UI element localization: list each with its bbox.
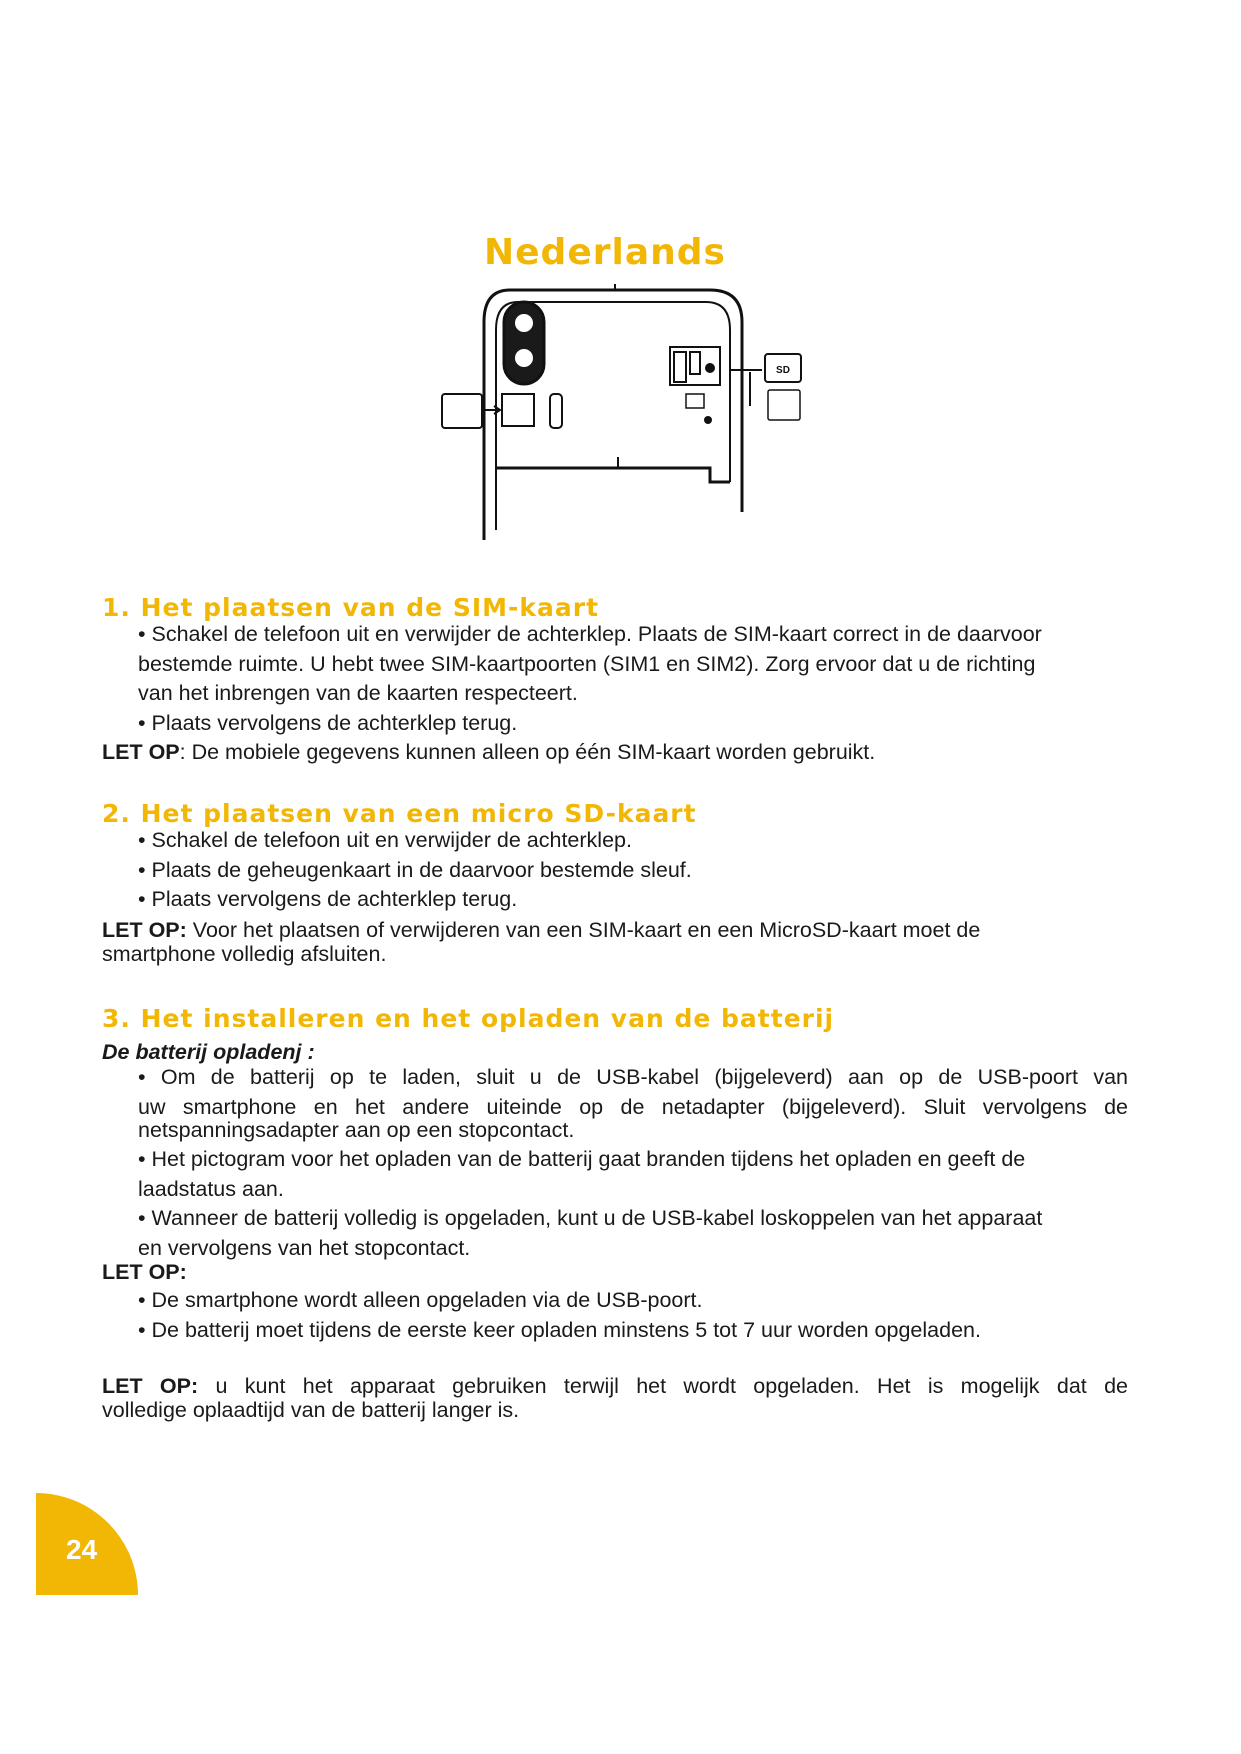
section3-bullet3-line2: en vervolgens van het stopcontact. xyxy=(138,1235,471,1260)
section3-heading: 3. Het installeren en het opladen van de batterij xyxy=(102,1004,835,1033)
section3-subheading: De batterij opladenj : xyxy=(102,1040,315,1064)
section3-note-bullet2: • De batterij moet tijdens de eerste keer opladen minstens 5 tot 7 uur worden opgeladen. xyxy=(138,1317,981,1342)
section3-bullet2-line2: laadstatus aan. xyxy=(138,1176,284,1201)
section3-final-note-line1 xyxy=(102,1374,1128,1398)
section2-bullet3: • Plaats vervolgens de achterklep terug. xyxy=(138,887,518,911)
section3-note-label: LET OP: xyxy=(102,1260,187,1284)
section3-final-note-line2: volledige oplaadtijd van de batterij langer is. xyxy=(102,1398,520,1422)
section2-note-label: LET OP: xyxy=(102,918,187,942)
sd-card-label: SD xyxy=(776,365,790,376)
section3-note-bullet1: • De smartphone wordt alleen opgeladen via de USB-poort. xyxy=(138,1288,703,1312)
section1-bullet1-line2: bestemde ruimte. U hebt twee SIM-kaartpoorten (SIM1 en SIM2). Zorg ervoor dat u de richting xyxy=(138,651,1036,676)
section2-note xyxy=(102,918,1128,966)
sim-card-diagram xyxy=(410,282,830,552)
section2-bullet1: • Schakel de telefoon uit en verwijder de achterklep. xyxy=(138,828,632,852)
section1-note-label: LET OP xyxy=(102,740,180,764)
section3-bullet1-line3: netspanningsadapter aan op een stopcontact. xyxy=(138,1118,575,1142)
page-number: 24 xyxy=(66,1534,98,1565)
section2-heading: 2. Het plaatsen van een micro SD-kaart xyxy=(102,799,697,828)
sim-card-left xyxy=(442,394,482,428)
section3-bullet1-line1: • Om de batterij op te laden, sluit u de USB-kabel (bijgeleverd) aan op de USB-poort van xyxy=(138,1065,1128,1089)
sim-card-right xyxy=(768,390,800,420)
section3-bullet2-line1: • Het pictogram voor het opladen van de batterij gaat branden tijdens het opladen en geeft de xyxy=(138,1147,1026,1171)
section3-final-text: u kunt het apparaat gebruiken terwijl het wordt opgeladen. Het is mogelijk dat de xyxy=(198,1374,1128,1398)
section3-final-label: LET OP: xyxy=(102,1374,199,1398)
section3-bullet1-line2: uw smartphone en het andere uiteinde op de netadapter (bijgeleverd). Sluit vervolgens de xyxy=(138,1094,1128,1119)
section1-note xyxy=(102,738,1128,768)
section1-heading: 1. Het plaatsen van de SIM-kaart xyxy=(102,593,600,622)
section2-note-line1: Voor het plaatsen of verwijderen van een SIM-kaart en een MicroSD-kaart moet de xyxy=(186,918,981,942)
section1-bullet1-line3: van het inbrengen van de kaarten respecteert. xyxy=(138,681,578,705)
section2-bullet2: • Plaats de geheugenkaart in de daarvoor bestemde sleuf. xyxy=(138,857,692,882)
section2-note-line2: smartphone volledig afsluiten. xyxy=(102,942,387,966)
section1-note-text: : De mobiele gegevens kunnen alleen op één SIM-kaart worden gebruikt. xyxy=(179,740,876,764)
section3-bullet3-line1: • Wanneer de batterij volledig is opgeladen, kunt u de USB-kabel loskoppelen van het apparaat xyxy=(138,1206,1043,1230)
page-title: Nederlands xyxy=(484,232,726,273)
section1-bullet1-line1: • Schakel de telefoon uit en verwijder de achterklep. Plaats de SIM-kaart correct in de daarvoor xyxy=(138,622,1042,646)
section1-bullet2: • Plaats vervolgens de achterklep terug. xyxy=(138,710,518,735)
